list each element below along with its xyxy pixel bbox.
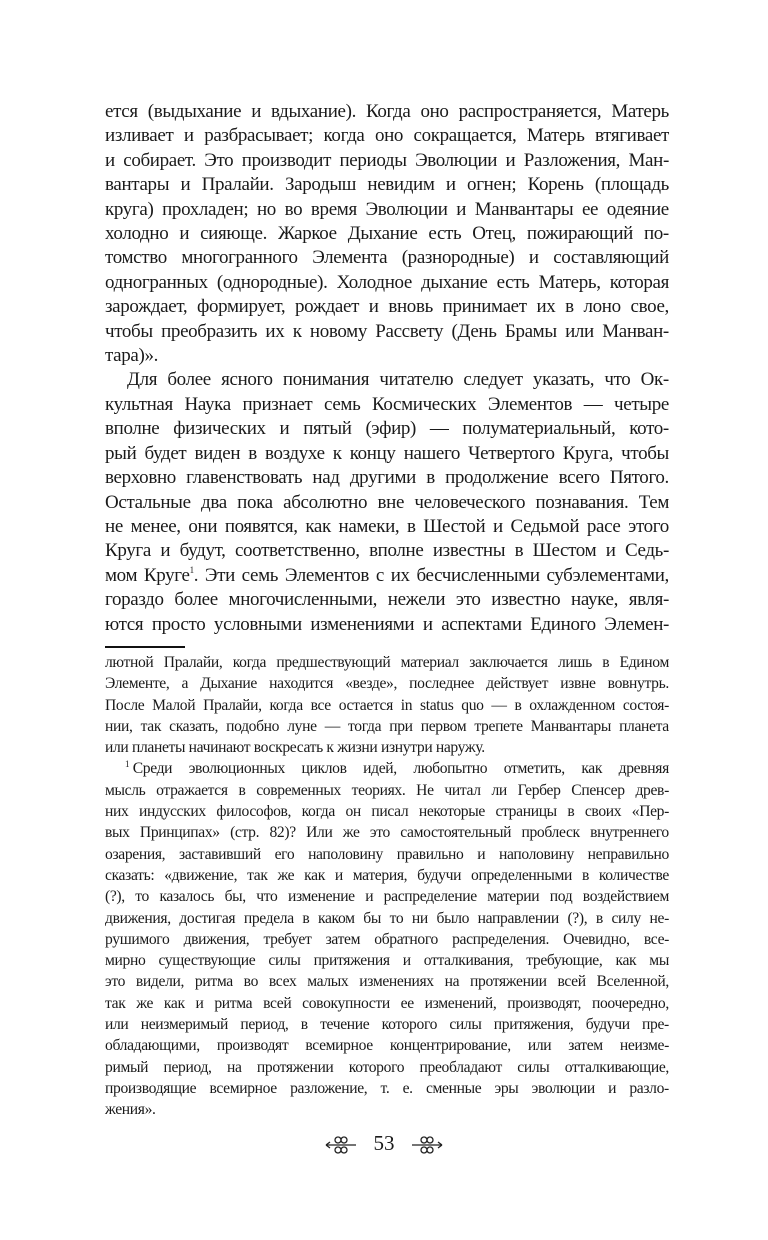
- footnote-separator: [105, 646, 185, 648]
- page-number: 53: [373, 1131, 395, 1155]
- footnote-line: так же как и ритма всей совокупности ее изменений, производят, поочередно,: [105, 994, 669, 1012]
- footnotes: [105, 652, 669, 1121]
- footnote-line: Элементе, а Дыхание находится «везде», последнее действует извне вовнутрь.: [105, 675, 669, 693]
- text-line: рый будет виден в воздухе к концу нашего Четвертого Круга, чтобы: [105, 442, 669, 464]
- footnote-line: или неизмеримый период, в течение которого силы притяжения, будучи пре-: [105, 1016, 669, 1034]
- text-line: Круга и будут, соответственно, вполне известны в Шестом и Седь-: [105, 540, 669, 562]
- text-line: вантары и Пралайи. Зародыш невидим и огнен; Корень (площадь: [105, 174, 669, 196]
- text-line: и собирает. Это производит периоды Эволюции и Разложения, Ман-: [105, 149, 669, 171]
- text-line: культная Наука признает семь Космических Элементов — четыре: [105, 393, 669, 415]
- ornament-right-icon: [410, 1134, 444, 1156]
- text-line: томство многогранного Элемента (разнородные) и составляющий: [105, 247, 669, 269]
- text-line: верховно главенствовать над другими в продолжение всего Пятого.: [105, 467, 669, 489]
- text-line: не менее, они появятся, как намеки, в Шестой и Седьмой расе этого: [105, 515, 669, 537]
- footnote-line: озарения, заставивший его наполовину правильно и наполовину неправильно: [105, 845, 669, 863]
- footnote-line: обладающими, производят всемирное концентрирование, или затем неизме-: [105, 1037, 669, 1055]
- text-line: Остальные два пока абсолютно вне человеческого познавания. Тем: [105, 491, 669, 513]
- text-line: круга) прохладен; но во время Эволюции и Манвантары ее одеяние: [105, 198, 669, 220]
- text-line: Для более ясного понимания читателю следует указать, что Ок-: [127, 369, 669, 391]
- footnote-line: (?), то казалось бы, что изменение и распределение материи под воздействием: [105, 888, 669, 906]
- page-footer: [0, 1130, 768, 1156]
- text-line: одногранных (однородные). Холодное дыхание есть Матерь, которая: [105, 271, 669, 293]
- footnote-line: сказать: «движение, так же как и материя, будучи определенными в количестве: [105, 866, 669, 884]
- footnote-line: движения, достигая предела в каком бы то ни было направлении (?), в силу не-: [105, 909, 669, 927]
- footnote-line: рушимого движения, требует затем обратного распределения. Очевидно, все-: [105, 930, 669, 948]
- footnote-line: После Малой Пралайи, когда все остается in status quo — в охлажденном состоя-: [105, 696, 669, 714]
- footnote-line: римый период, на протяжении которого преобладают силы отталкивающие,: [105, 1058, 669, 1076]
- text-line: мом Круге$^1$. Эти семь Элементов с их бесчисленными субэлементами,: [105, 564, 669, 586]
- text-line: изливает и разбрасывает; когда оно сокращается, Матерь втягивает: [105, 125, 669, 147]
- footnote-line: лютной Пралайи, когда предшествующий материал заключается лишь в Едином: [105, 654, 669, 671]
- text-line: гораздо более многочисленными, нежели это известно науке, явля-: [105, 589, 669, 611]
- text-line: зарождает, формирует, рождает и вновь принимает их в лоно свое,: [105, 296, 669, 318]
- text-line: ются просто условными изменениями и аспектами Единого Элемен-: [105, 613, 669, 635]
- text-line: вполне физических и пятый (эфир) — полуматериальный, кото-: [105, 418, 669, 440]
- footnote-line: или планеты начинают воскресать к жизни изнутри наружу.: [105, 739, 485, 757]
- footnote-line: жения».: [105, 1101, 156, 1119]
- footnote-line: $^1$ Среди эволюционных циклов идей, любопытно отметить, как древняя: [125, 759, 669, 778]
- text-line: ется (выдыхание и вдыхание). Когда оно распространяется, Матерь: [105, 101, 669, 122]
- text-line: холодно и сияюще. Жаркое Дыхание есть Отец, пожирающий по-: [105, 223, 669, 245]
- main-text: [105, 100, 669, 637]
- footnote-ref[interactable]: 1: [189, 564, 194, 575]
- footnote-line: мысль отражается в современных теориях. Не читал ли Гербер Спенсер древ-: [105, 781, 669, 799]
- text-line: тара)».: [105, 345, 159, 367]
- footnote-line: производящие всемирное разложение, т. е. сменные эры эволюции и разло-: [105, 1079, 669, 1097]
- footnote-line: них индусских философов, когда он писал некоторые страницы в своих «Пер-: [105, 803, 669, 821]
- footnote-line: вых Принципах» (стр. 82)? Или же это самостоятельный проблеск внутреннего: [105, 824, 669, 842]
- footnote-line: это видели, ритма во всех малых изменениях на протяжении всей Вселенной,: [105, 973, 669, 991]
- footnote-line: нии, так сказать, подобно луне — тогда при первом трепете Манвантары планета: [105, 717, 669, 735]
- footnote-line: мирно существующие силы притяжения и отталкивания, требующие, как мы: [105, 952, 669, 970]
- text-line: чтобы преобразить их к новому Рассвету (День Брамы или Манван-: [105, 320, 669, 342]
- footnote-marker: 1: [125, 759, 130, 770]
- ornament-left-icon: [324, 1134, 358, 1156]
